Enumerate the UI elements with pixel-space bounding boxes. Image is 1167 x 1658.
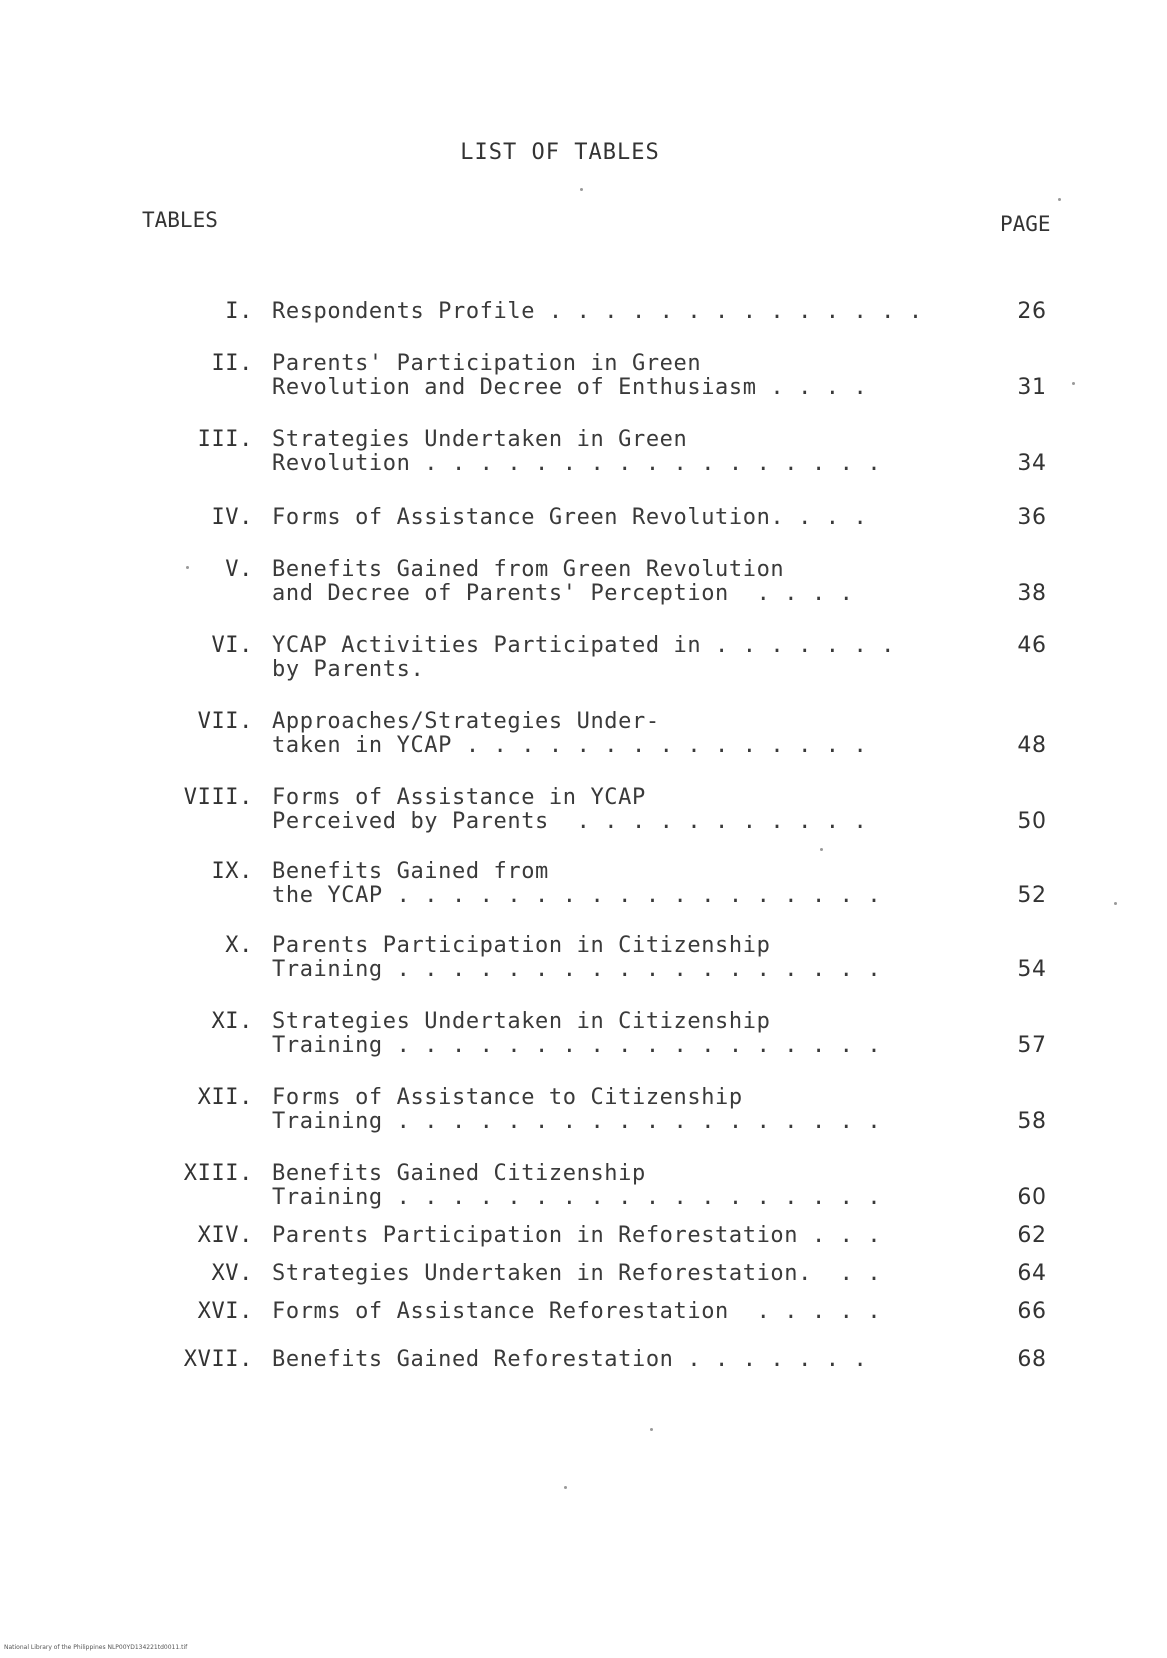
table-title-line: YCAP Activities Participated in . . . . . . . xyxy=(272,633,896,658)
scan-speck xyxy=(564,1486,567,1489)
table-title-line: Strategies Undertaken in Reforestation. . . xyxy=(272,1261,882,1286)
table-numeral: XIII. xyxy=(183,1161,253,1186)
table-title xyxy=(272,300,972,324)
table-title-line: Perceived by Parents . . . . . . . . . . . xyxy=(272,809,868,834)
table-title xyxy=(272,1262,972,1286)
page-number: 38 xyxy=(1017,581,1047,606)
table-title xyxy=(272,1348,972,1372)
table-numeral: VIII. xyxy=(183,785,253,810)
scan-speck xyxy=(1072,382,1075,385)
table-title xyxy=(272,710,972,758)
table-numeral: XV. xyxy=(211,1261,253,1286)
table-title-line: the YCAP . . . . . . . . . . . . . . . . . . xyxy=(272,883,882,908)
scan-footer: National Library of the Philippines NLP00YD134221td0011.tif xyxy=(4,1644,188,1651)
table-title xyxy=(272,786,972,834)
page-number: 62 xyxy=(1017,1223,1047,1248)
page-number: 58 xyxy=(1017,1109,1047,1134)
scan-speck xyxy=(186,566,189,569)
table-numeral: I. xyxy=(225,299,253,324)
table-title-line: Forms of Assistance to Citizenship xyxy=(272,1085,743,1110)
table-title-line: Revolution and Decree of Enthusiasm . . . . xyxy=(272,375,868,400)
table-title xyxy=(272,860,972,908)
table-title xyxy=(272,1086,972,1134)
table-title-line: Training . . . . . . . . . . . . . . . . . . xyxy=(272,1185,882,1210)
table-title-line: taken in YCAP . . . . . . . . . . . . . . . xyxy=(272,733,868,758)
table-numeral: XVI. xyxy=(197,1299,253,1324)
page-number: 52 xyxy=(1017,883,1047,908)
page-number: 34 xyxy=(1017,451,1047,476)
table-title-line: Benefits Gained from Green Revolution xyxy=(272,557,785,582)
page-number: 60 xyxy=(1017,1185,1047,1210)
table-title-line: Strategies Undertaken in Green xyxy=(272,427,688,452)
table-title xyxy=(272,1162,972,1210)
table-title xyxy=(272,634,972,682)
table-title-line: Parents Participation in Reforestation . . . xyxy=(272,1223,882,1248)
tables-column-heading: TABLES xyxy=(142,208,218,232)
table-numeral: XIV. xyxy=(197,1223,253,1248)
table-numeral: IX. xyxy=(211,859,253,884)
table-title-line: Training . . . . . . . . . . . . . . . . . . xyxy=(272,957,882,982)
page-number: 54 xyxy=(1017,957,1047,982)
table-title-line: Revolution . . . . . . . . . . . . . . . . . xyxy=(272,451,882,476)
scan-speck xyxy=(1114,902,1117,905)
table-title xyxy=(272,1010,972,1058)
table-numeral: XI. xyxy=(211,1009,253,1034)
table-title xyxy=(272,1300,972,1324)
table-numeral: X. xyxy=(225,933,253,958)
page-title: LIST OF TABLES xyxy=(460,140,660,165)
page-number: 26 xyxy=(1017,299,1047,324)
table-numeral: II. xyxy=(211,351,253,376)
table-title-line: Training . . . . . . . . . . . . . . . . . . xyxy=(272,1033,882,1058)
table-title-line: Strategies Undertaken in Citizenship xyxy=(272,1009,771,1034)
table-title-line: Training . . . . . . . . . . . . . . . . . . xyxy=(272,1109,882,1134)
table-title-line: Forms of Assistance in YCAP xyxy=(272,785,646,810)
scan-speck xyxy=(1058,198,1061,201)
page-number: 31 xyxy=(1017,375,1047,400)
page-number: 66 xyxy=(1017,1299,1047,1324)
table-title-line: Parents Participation in Citizenship xyxy=(272,933,771,958)
table-title-line: Benefits Gained Reforestation . . . . . . . xyxy=(272,1347,868,1372)
page-number: 46 xyxy=(1017,633,1047,658)
table-title-line: Benefits Gained from xyxy=(272,859,549,884)
table-numeral: IV. xyxy=(211,505,253,530)
table-title xyxy=(272,934,972,982)
table-numeral: III. xyxy=(197,427,253,452)
table-numeral: VI. xyxy=(211,633,253,658)
page-number: 36 xyxy=(1017,505,1047,530)
table-title xyxy=(272,558,972,606)
table-title-line: and Decree of Parents' Perception . . . . xyxy=(272,581,854,606)
table-title-line: Forms of Assistance Reforestation . . . . . xyxy=(272,1299,882,1324)
page-number: 48 xyxy=(1017,733,1047,758)
table-title xyxy=(272,352,972,400)
scan-speck xyxy=(650,1428,653,1431)
scan-speck xyxy=(820,848,823,851)
table-title-line: Approaches/Strategies Under- xyxy=(272,709,660,734)
page-column-heading: PAGE xyxy=(1000,212,1051,236)
table-numeral: XVII. xyxy=(183,1347,253,1372)
table-title-line: Respondents Profile . . . . . . . . . . . . . . xyxy=(272,299,923,324)
page-number: 57 xyxy=(1017,1033,1047,1058)
table-title-line: Parents' Participation in Green xyxy=(272,351,702,376)
page-number: 68 xyxy=(1017,1347,1047,1372)
page-number: 50 xyxy=(1017,809,1047,834)
page-number: 64 xyxy=(1017,1261,1047,1286)
table-title xyxy=(272,1224,972,1248)
table-title-line: Benefits Gained Citizenship xyxy=(272,1161,646,1186)
table-numeral: V. xyxy=(225,557,253,582)
table-title xyxy=(272,506,972,530)
table-numeral: XII. xyxy=(197,1085,253,1110)
table-title xyxy=(272,428,972,476)
scan-speck xyxy=(580,188,583,191)
table-numeral: VII. xyxy=(197,709,253,734)
table-title-line: by Parents. xyxy=(272,657,425,682)
table-title-line: Forms of Assistance Green Revolution. . . . xyxy=(272,505,868,530)
